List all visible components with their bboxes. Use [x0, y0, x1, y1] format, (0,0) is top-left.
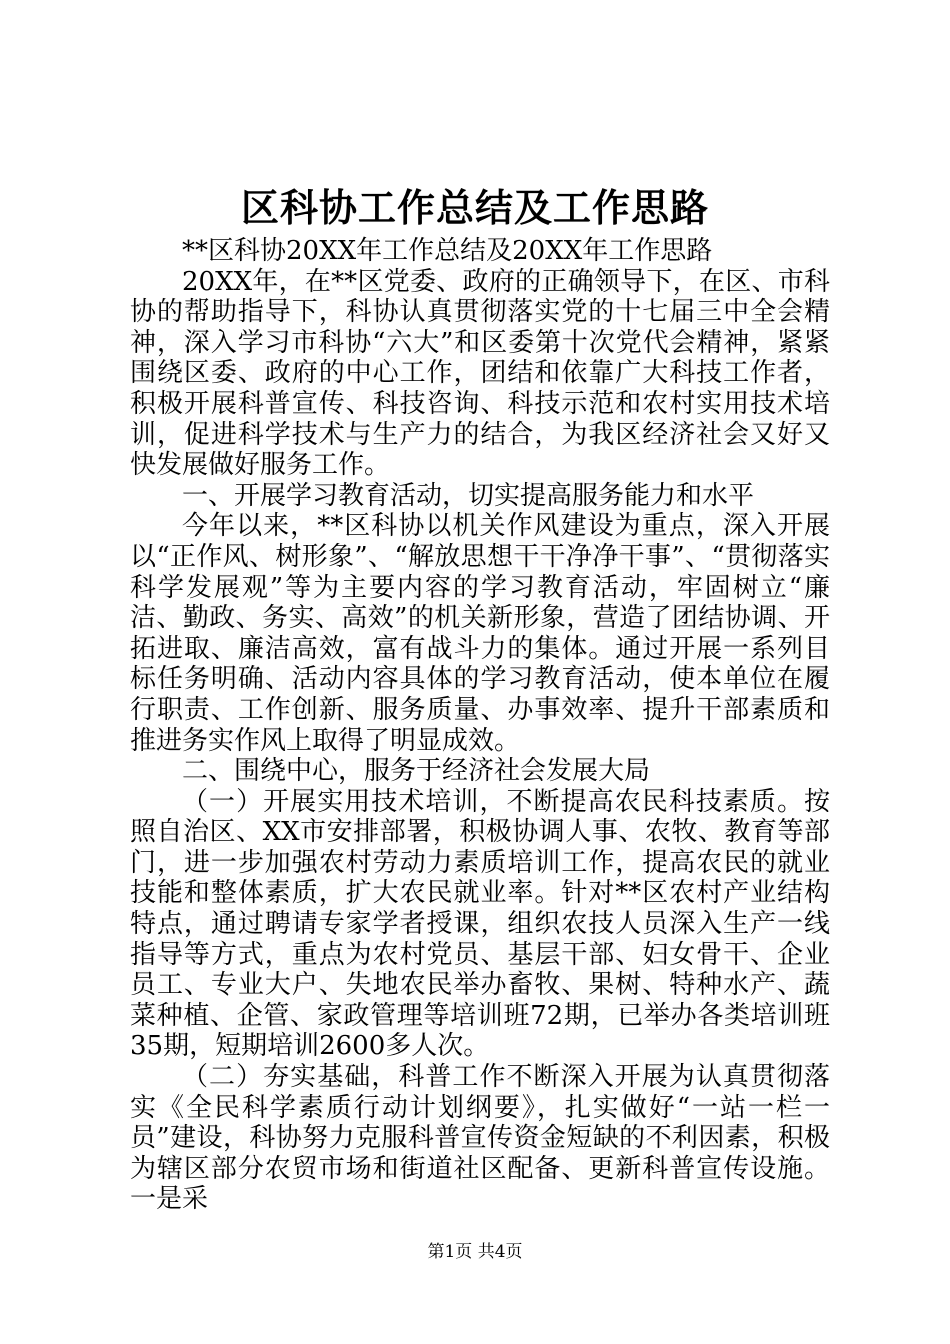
section-heading: 二、围绕中心，服务于经济社会发展大局	[182, 756, 651, 787]
body-paragraph: （二）夯实基础，科普工作不断深入开展为认真贯彻落实《全民科学素质行动计划纲要》，扎实做好“一站一栏一员”建设，科协努力克服科普宣传资金短缺的不利因素，积极为辖区部分农贸市场和街道社区配备、更新科普宣传设施。一是采	[130, 1062, 830, 1215]
document-title: 区科协工作总结及工作思路	[240, 185, 709, 230]
body-paragraph: 今年以来，**区科协以机关作风建设为重点，深入开展以“正作风、树形象”、“解放思想干干净净干事”、“贯彻落实科学发展观”等为主要内容的学习教育活动，牢固树立“廉洁、勤政、务实、高效”的机关新形象，营造了团结协调、开拓进取、廉洁高效，富有战斗力的集体。通过开展一系列目标任务明确、活动内容具体的学习教育活动，使本单位在履行职责、工作创新、服务质量、办事效率、提升干部素质和推进务实作风上取得了明显成效。	[130, 511, 830, 756]
document-body	[130, 236, 830, 1215]
body-paragraph: 20XX年，在**区党委、政府的正确领导下，在区、市科协的帮助指导下，科协认真贯彻落实党的十七届三中全会精神，深入学习市科协“六大”和区委第十次党代会精神，紧紧围绕区委、政府的中心工作，团结和依靠广大科技工作者，积极开展科普宣传、科技咨询、科技示范和农村实用技术培训，促进科学技术与生产力的结合，为我区经济社会又好又快发展做好服务工作。	[130, 266, 830, 481]
body-paragraph: （一）开展实用技术培训，不断提高农民科技素质。按照自治区、XX市安排部署，积极协调人事、农牧、教育等部门，进一步加强农村劳动力素质培训工作，提高农民的就业技能和整体素质，扩大农民就业率。针对**区农村产业结构特点，通过聘请专家学者授课，组织农技人员深入生产一线指导等方式，重点为农村党员、基层干部、妇女骨干、企业员工、专业大户、失地农民举办畜牧、果树、特种水产、蔬菜种植、企管、家政管理等培训班72期，已举办各类培训班35期，短期培训2600多人次。	[130, 786, 830, 1062]
subtitle-paragraph: **区科协20XX年工作总结及20XX年工作思路	[182, 236, 713, 266]
section-heading: 一、开展学习教育活动，切实提高服务能力和水平	[182, 480, 755, 511]
page-number-footer: 第1页 共4页	[427, 1242, 523, 1262]
